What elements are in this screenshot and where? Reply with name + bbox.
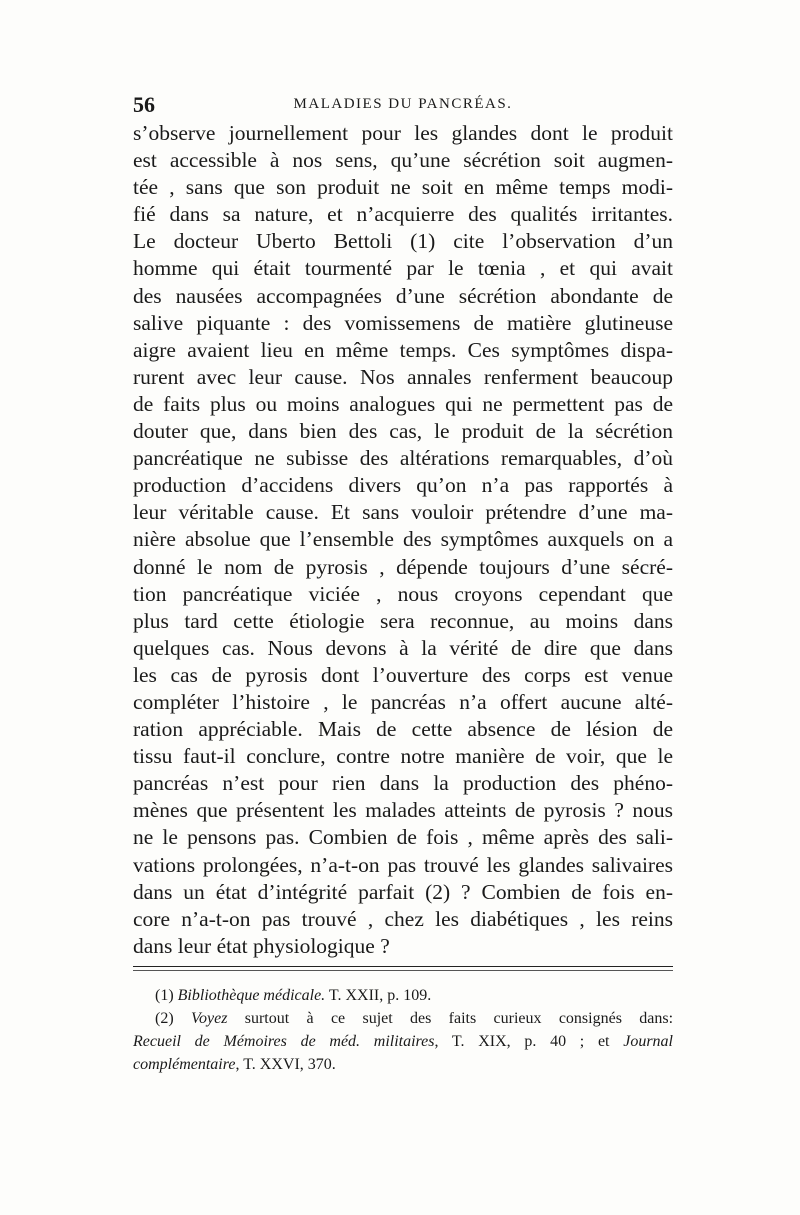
text-line: tée , sans que son produit ne soit en même temps modi- [133, 175, 673, 200]
text-line: rurent avec leur cause. Nos annales renferment beaucoup [133, 364, 673, 389]
text-line: tion pancréatique viciée , nous croyons cependant que [133, 581, 673, 606]
footnote-reference: , T. XIX, p. 40 ; et [434, 1033, 610, 1050]
footnote-reference: T. XXII, p. 109. [328, 987, 432, 1004]
text-line: homme qui était tourmenté par le tœnia , et qui avait [133, 256, 673, 281]
text-line: core n’a-t-on pas trouvé , chez les diabétiques , les reins [133, 906, 673, 931]
text-line: ration appréciable. Mais de cette absence de lésion de [133, 717, 673, 742]
text-line: pancréatique ne subisse des altérations remarquables, d’où [133, 446, 673, 471]
footnote-divider-thin [133, 970, 673, 971]
text-line: leur véritable cause. Et sans vouloir prétendre d’une ma- [133, 500, 673, 525]
text-line: production d’accidens divers qu’on n’a pas rapportés à [133, 473, 673, 498]
footnote-title: Bibliothèque médicale. [177, 987, 326, 1004]
footnote-text: surtout à ce sujet des faits curieux consignés dans: [244, 1010, 674, 1027]
footnote-marker: (1) [155, 987, 174, 1004]
text-line: Le docteur Uberto Bettoli (1) cite l’observation d’un [133, 229, 673, 254]
text-line: plus tard cette étiologie sera reconnue, au moins dans [133, 608, 673, 633]
text-line: mènes que présentent les malades atteints de pyrosis ? nous [133, 798, 673, 823]
text-line: donné le nom de pyrosis , dépende toujours d’une sécré- [133, 554, 673, 579]
text-line: fié dans sa nature, et n’acquierre des qualités irritantes. [133, 202, 673, 227]
text-line: dans leur état physiologique ? [133, 933, 390, 958]
footnote-lead: Voyez [190, 1010, 228, 1027]
text-line: vations prolongées, n’a-t-on pas trouvé les glandes salivaires [133, 852, 673, 877]
page-number: 56 [133, 92, 155, 117]
text-line: dans un état d’intégrité parfait (2) ? Combien de fois en- [133, 879, 673, 904]
footnote-divider [133, 966, 673, 967]
running-title: MALADIES DU PANCRÉAS. [293, 96, 513, 112]
text-line: tissu faut-il conclure, contre notre manière de voir, que le [133, 744, 673, 769]
footnote-2-line-1 [133, 1007, 673, 1030]
footnote-reference: , T. XXVI, 370. [235, 1056, 336, 1073]
text-line: de faits plus ou moins analogues qui ne permettent pas de [133, 391, 673, 416]
text-line: aigre avaient lieu en même temps. Ces symptômes dispa- [133, 337, 673, 362]
footnote-2-line-3 [133, 1053, 673, 1076]
text-line: compléter l’histoire , le pancréas n’a offert aucune alté- [133, 689, 673, 714]
text-line: quelques cas. Nous devons à la vérité de dire que dans [133, 635, 673, 660]
footnote-marker: (2) [155, 1010, 174, 1027]
text-line: nière absolue que l’ensemble des symptômes auxquels on a [133, 527, 673, 552]
text-line: ne le pensons pas. Combien de fois , même après des sali- [133, 825, 673, 850]
footnote-work: Recueil de Mémoires de méd. militaires [133, 1033, 435, 1050]
footnote-2-line-2 [133, 1030, 673, 1053]
running-head [133, 92, 673, 122]
text-line: s’observe journellement pour les glandes dont le produit [133, 121, 673, 145]
text-line: salive piquante : des vomissemens de matière glutineuse [133, 310, 673, 335]
footnote-work: complémentaire [133, 1056, 236, 1073]
text-line: est accessible à nos sens, qu’une sécrétion soit augmen- [133, 148, 673, 173]
footnote-work: Journal [623, 1033, 673, 1050]
footnotes [133, 984, 673, 1076]
text-line: des nausées accompagnées d’une sécrétion abondante de [133, 283, 673, 308]
footnote-1 [133, 984, 673, 1007]
body-text [133, 120, 673, 960]
text-line: douter que, dans bien des cas, le produit de la sécrétion [133, 419, 673, 444]
text-line: pancréas n’est pour rien dans la production des phéno- [133, 771, 673, 796]
text-line: les cas de pyrosis dont l’ouverture des corps est venue [133, 662, 673, 687]
